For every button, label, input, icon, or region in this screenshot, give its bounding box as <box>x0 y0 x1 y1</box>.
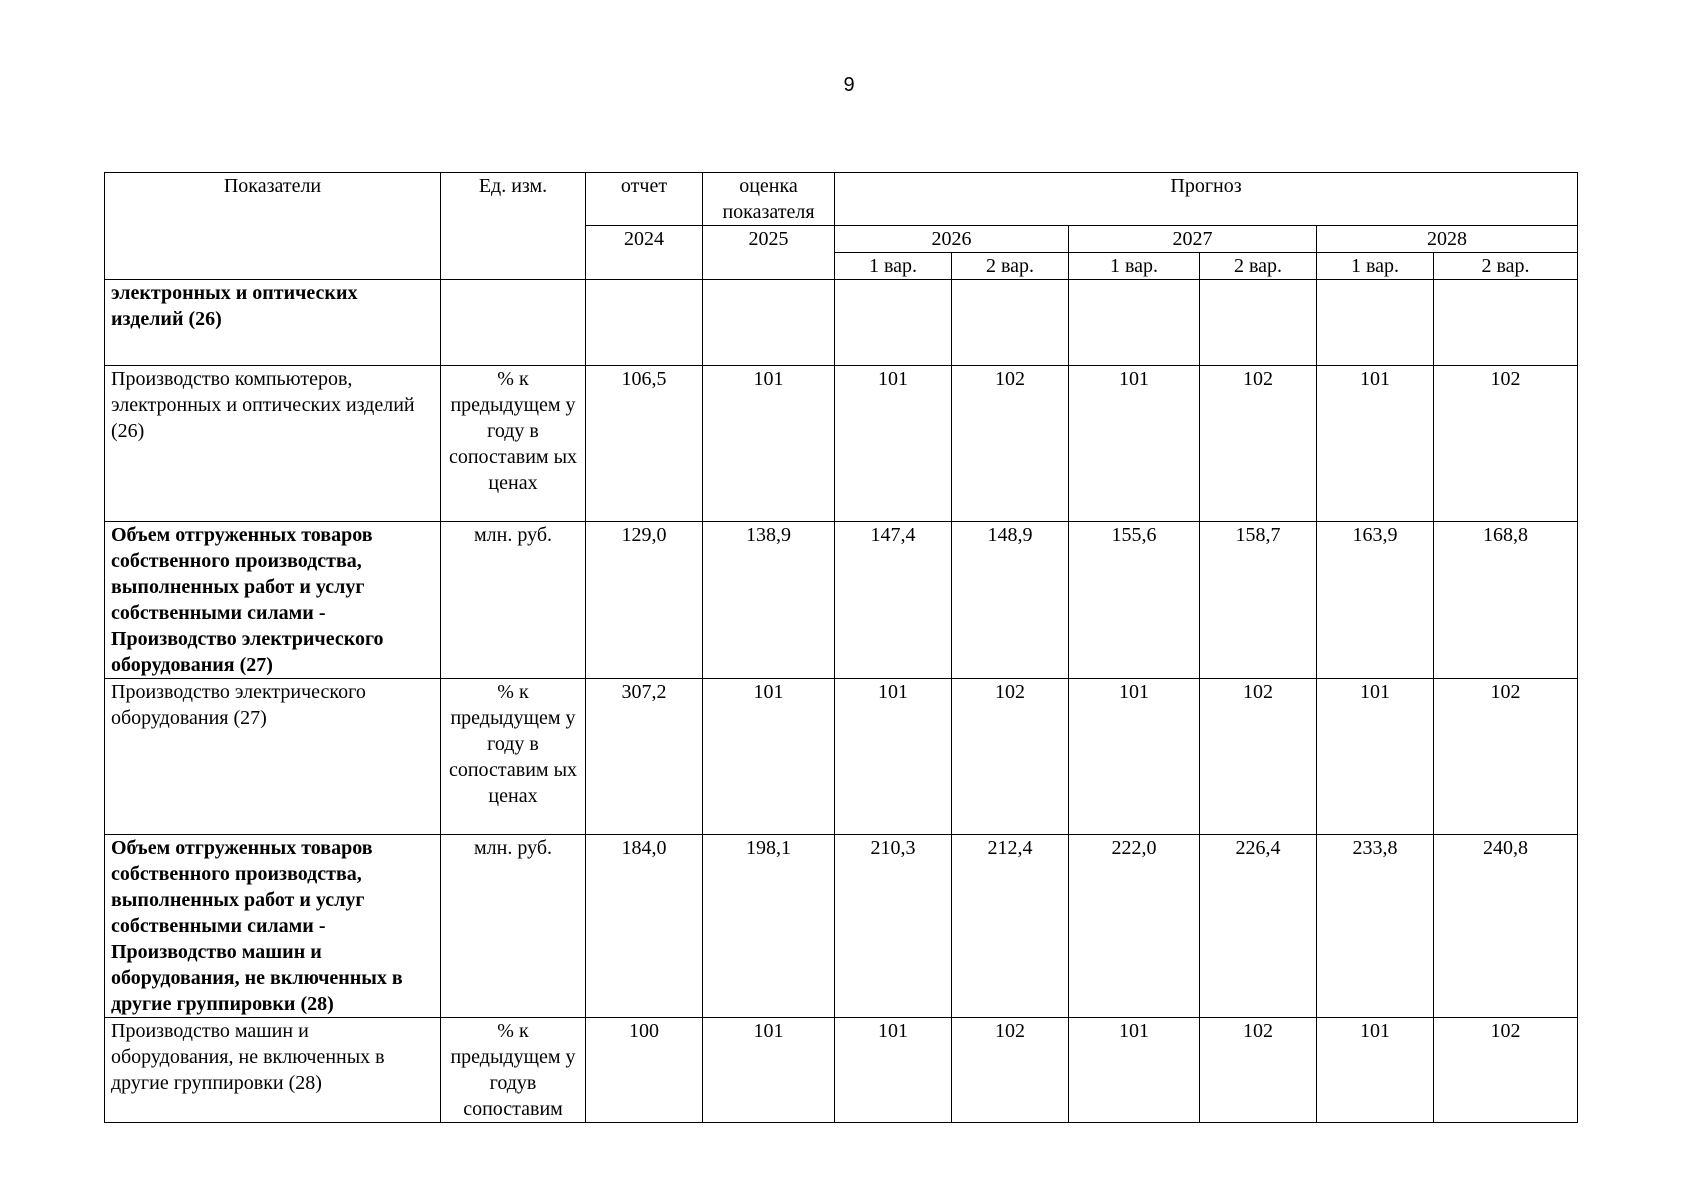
value-2027-var2: 102 <box>1200 1018 1317 1123</box>
value-2027-var2 <box>1200 280 1317 366</box>
table-row <box>105 835 1578 1018</box>
value-2028-var1: 101 <box>1317 1018 1434 1123</box>
value-2028-var1: 163,9 <box>1317 522 1434 679</box>
value-2028-var2: 102 <box>1434 1018 1578 1123</box>
row-indicator: электронных и оптических изделий (26) <box>105 280 441 366</box>
value-2027-var1: 222,0 <box>1069 835 1200 1018</box>
table-row <box>105 679 1578 835</box>
header-report: отчет <box>586 173 703 226</box>
value-2026-var2: 148,9 <box>952 522 1069 679</box>
header-unit: Ед. изм. <box>441 173 586 280</box>
value-2028-var1: 233,8 <box>1317 835 1434 1018</box>
header-indicator: Показатели <box>105 173 441 280</box>
value-2026-var1: 101 <box>835 679 952 835</box>
row-indicator: Производство машин и оборудования, не включенных в другие группировки (28) <box>105 1018 441 1123</box>
value-2027-var2: 102 <box>1200 366 1317 522</box>
value-2025: 198,1 <box>703 835 835 1018</box>
value-2028-var2: 102 <box>1434 679 1578 835</box>
row-indicator: Производство компьютеров, электронных и оптических изделий (26) <box>105 366 441 522</box>
value-2027-var2: 158,7 <box>1200 522 1317 679</box>
value-2025: 101 <box>703 366 835 522</box>
value-2028-var1: 101 <box>1317 366 1434 522</box>
page-number: 9 <box>843 74 855 96</box>
row-unit: млн. руб. <box>441 835 586 1018</box>
table-row <box>105 1018 1578 1123</box>
value-2026-var1: 210,3 <box>835 835 952 1018</box>
row-unit: % к предыдущем у году в сопоставим ых ценах <box>441 679 586 835</box>
table-row <box>105 280 1578 366</box>
row-indicator: Объем отгруженных товаров собственного производства, выполненных работ и услуг собственными силами - Производство электрического оборудования (27) <box>105 522 441 679</box>
value-2027-var1 <box>1069 280 1200 366</box>
row-indicator: Объем отгруженных товаров собственного производства, выполненных работ и услуг собственными силами - Производство машин и оборудования, не включенных в другие группировки (28) <box>105 835 441 1018</box>
header-2026-var1: 1 вар. <box>835 253 952 280</box>
row-unit: млн. руб. <box>441 522 586 679</box>
header-2026-var2: 2 вар. <box>952 253 1069 280</box>
value-2027-var1: 155,6 <box>1069 522 1200 679</box>
header-year-2025: 2025 <box>703 226 835 280</box>
value-2026-var1: 101 <box>835 1018 952 1123</box>
header-2028-var2: 2 вар. <box>1434 253 1578 280</box>
table-row <box>105 522 1578 679</box>
value-2028-var2: 168,8 <box>1434 522 1578 679</box>
header-year-2027: 2027 <box>1069 226 1317 253</box>
header-estimate: оценка показателя <box>703 173 835 226</box>
value-2024: 100 <box>586 1018 703 1123</box>
value-2026-var1: 101 <box>835 366 952 522</box>
header-year-2028: 2028 <box>1317 226 1578 253</box>
header-2027-var2: 2 вар. <box>1200 253 1317 280</box>
header-2028-var1: 1 вар. <box>1317 253 1434 280</box>
header-year-2024: 2024 <box>586 226 703 280</box>
row-unit <box>441 280 586 366</box>
value-2024: 106,5 <box>586 366 703 522</box>
table-row <box>105 366 1578 522</box>
value-2028-var1 <box>1317 280 1434 366</box>
row-unit: % к предыдущем у годув сопоставим <box>441 1018 586 1123</box>
value-2028-var2: 102 <box>1434 366 1578 522</box>
value-2028-var2 <box>1434 280 1578 366</box>
value-2027-var1: 101 <box>1069 1018 1200 1123</box>
value-2024: 184,0 <box>586 835 703 1018</box>
value-2027-var1: 101 <box>1069 366 1200 522</box>
value-2027-var1: 101 <box>1069 679 1200 835</box>
forecast-table <box>104 172 1578 1123</box>
value-2025: 138,9 <box>703 522 835 679</box>
value-2026-var2: 102 <box>952 366 1069 522</box>
value-2025: 101 <box>703 1018 835 1123</box>
value-2025: 101 <box>703 679 835 835</box>
header-year-2026: 2026 <box>835 226 1069 253</box>
row-unit: % к предыдущем у году в сопоставим ых ценах <box>441 366 586 522</box>
value-2024 <box>586 280 703 366</box>
value-2027-var2: 102 <box>1200 679 1317 835</box>
value-2024: 129,0 <box>586 522 703 679</box>
value-2026-var2 <box>952 280 1069 366</box>
value-2026-var1: 147,4 <box>835 522 952 679</box>
value-2028-var2: 240,8 <box>1434 835 1578 1018</box>
value-2024: 307,2 <box>586 679 703 835</box>
value-2028-var1: 101 <box>1317 679 1434 835</box>
value-2026-var2: 212,4 <box>952 835 1069 1018</box>
row-indicator: Производство электрического оборудования (27) <box>105 679 441 835</box>
value-2026-var2: 102 <box>952 1018 1069 1123</box>
table-body <box>105 280 1578 1123</box>
header-forecast: Прогноз <box>835 173 1578 226</box>
table-header <box>105 173 1578 280</box>
value-2026-var1 <box>835 280 952 366</box>
value-2025 <box>703 280 835 366</box>
value-2027-var2: 226,4 <box>1200 835 1317 1018</box>
header-2027-var1: 1 вар. <box>1069 253 1200 280</box>
value-2026-var2: 102 <box>952 679 1069 835</box>
